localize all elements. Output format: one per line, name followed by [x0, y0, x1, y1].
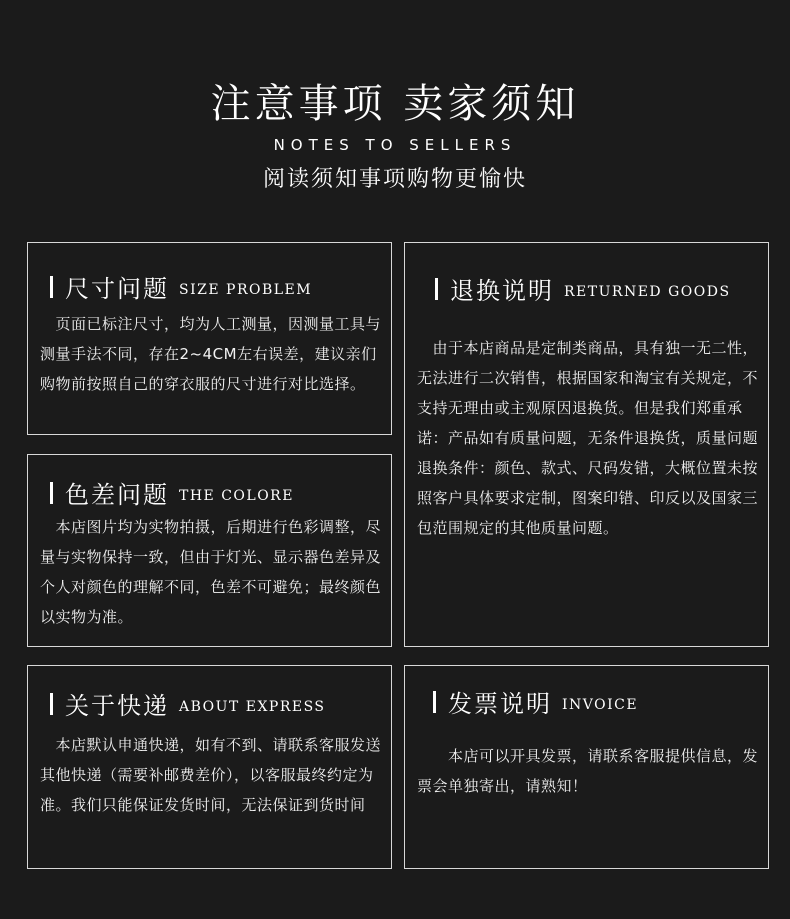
card-title-en: THE COLORE	[179, 487, 294, 504]
card-title-cn: 退换说明	[450, 277, 554, 305]
card-about-express	[27, 665, 392, 869]
card-title-en: INVOICE	[562, 696, 639, 713]
card-header	[50, 475, 294, 510]
card-body: 页面已标注尺寸，均为人工测量，因测量工具与测量手法不同，存在2~4CM左右误差，建议亲们购物前按照自己的穿衣服的尺寸进行对比选择。	[40, 315, 382, 393]
card-body: 本店可以开具发票，请联系客服提供信息，发票会单独寄出，请熟知！	[417, 747, 759, 795]
card-title-en: SIZE PROBLEM	[179, 281, 313, 298]
card-returned-goods	[404, 242, 769, 647]
card-body: 由于本店商品是定制类商品，具有独一无二性，无法进行二次销售，根据国家和淘宝有关规定，不支持无理由或主观原因退换货。但是我们郑重承诺：产品如有质量问题，无条件退换货，质量问题退换条件：颜色、款式、尺码发错，大概位置未按照客户具体要求定制，图案印错、印反以及国家三包范围规定的其他质量问题。	[417, 339, 759, 537]
title-bar	[435, 278, 438, 300]
card-title-en: RETURNED GOODS	[564, 283, 731, 300]
card-color-difference	[27, 454, 392, 647]
card-header	[433, 684, 638, 719]
card-title-cn: 发票说明	[448, 690, 552, 718]
page-title: 注意事项 卖家须知	[210, 81, 580, 127]
title-bar	[50, 693, 53, 715]
card-size-problem	[27, 242, 392, 435]
title-bar	[433, 691, 436, 713]
card-title-cn: 尺寸问题	[65, 275, 169, 303]
card-invoice	[404, 665, 769, 869]
card-header	[50, 269, 312, 304]
card-header	[435, 271, 731, 306]
card-body: 本店默认申通快递，如有不到、请联系客服发送其他快递（需要补邮费差价），以客服最终约定为准。我们只能保证发货时间，无法保证到货时间	[40, 736, 382, 814]
title-bar	[50, 276, 53, 298]
card-title-cn: 关于快递	[65, 692, 169, 720]
title-bar	[50, 482, 53, 504]
card-title-en: ABOUT EXPRESS	[179, 698, 326, 715]
page-subtitle: NOTES TO SELLERS	[273, 136, 517, 154]
card-body: 本店图片均为实物拍摄，后期进行色彩调整，尽量与实物保持一致，但由于灯光、显示器色差异及个人对颜色的理解不同，色差不可避免；最终颜色以实物为准。	[40, 518, 382, 626]
page-tagline: 阅读须知事项购物更愉快	[262, 167, 527, 192]
card-title-cn: 色差问题	[65, 481, 169, 509]
card-header	[50, 686, 326, 721]
